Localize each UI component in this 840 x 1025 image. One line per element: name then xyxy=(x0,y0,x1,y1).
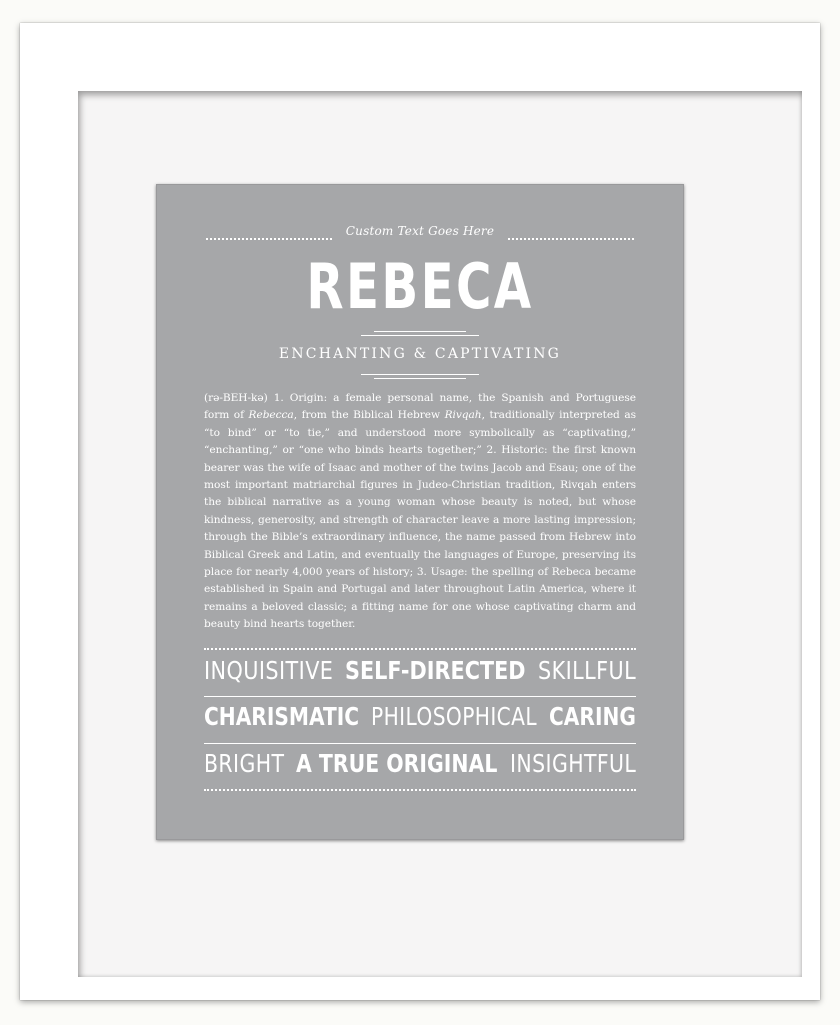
trait-skillful: SKILLFUL xyxy=(537,656,637,685)
traits-row-2 xyxy=(204,702,636,742)
traits-rule-2 xyxy=(204,743,636,744)
definition-text: (rə-BEH-kə) 1. Origin: a female personal name, the Spanish and Portuguese form of Rebecca, from the Biblical Hebrew Rivqah, traditionally interpreted as “to bind” or “to tie,” and understood more symbolically as “captivating,” “enchanting,” or “one who binds hearts together;” 2. Historic: the first known bearer was the wife of Isaac and mother of the twins Jacob and Esau; one of the most important matriarchal figures in Judeo-Christian tradition, Rivqah enters the biblical narrative as a young woman whose beauty is noted, but whose kindness, generosity, and strength of character leave a more lasting impression; through the Bible’s extraordinary influence, the name passed from Hebrew into Biblical Greek and Latin, and eventually the languages of Europe, preserving its place for nearly 4,000 years of history; 3. Usage: the spelling of Rebeca became established in Spain and Portugal and later throughout Latin America, where it remains a beloved classic; a fitting name for one whose captivating charm and beauty bind hearts together. xyxy=(204,392,636,631)
tagline-rule-top-2 xyxy=(361,335,479,336)
tagline-rule-bottom-1 xyxy=(361,374,479,375)
trait-insightful: INSIGHTFUL xyxy=(509,749,636,778)
tagline-rule-bottom-2 xyxy=(374,378,466,379)
name-meaning-print xyxy=(156,184,684,840)
traits-row-3 xyxy=(204,749,636,789)
custom-text: Custom Text Goes Here xyxy=(345,224,495,238)
tagline: ENCHANTING & CAPTIVATING xyxy=(278,346,562,362)
trait-self-directed: SELF-DIRECTED xyxy=(345,656,526,685)
tagline-rule-top-1 xyxy=(374,331,466,332)
traits-rule-1 xyxy=(204,696,636,697)
trait-philosophical: PHILOSOPHICAL xyxy=(371,702,538,731)
traits-dotted-rule-bottom xyxy=(204,789,636,791)
trait-caring: CARING xyxy=(549,702,636,731)
header-dotted-rule-left xyxy=(206,238,332,240)
trait-charismatic: CHARISMATIC xyxy=(204,702,360,731)
name-title: REBECA xyxy=(306,250,534,323)
pronunciation: (rə-BEH-kə) xyxy=(204,392,268,404)
trait-a-true-original: A TRUE ORIGINAL xyxy=(296,749,498,778)
traits-dotted-rule-top xyxy=(204,648,636,650)
header-dotted-rule-right xyxy=(508,238,634,240)
trait-bright: BRIGHT xyxy=(204,749,285,778)
traits-row-1 xyxy=(204,656,636,696)
trait-inquisitive: INQUISITIVE xyxy=(204,656,334,685)
